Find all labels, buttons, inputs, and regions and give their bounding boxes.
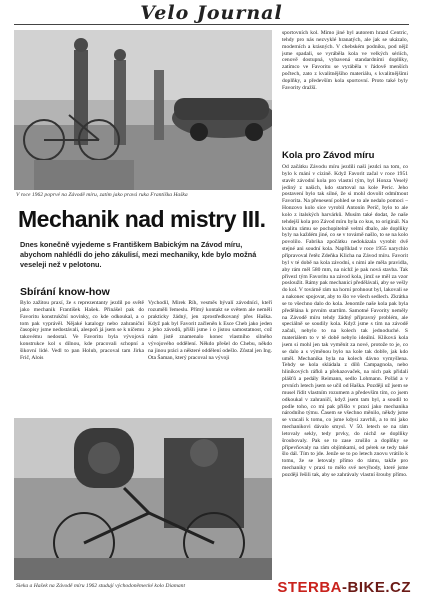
site-watermark (277, 579, 411, 596)
article-lead: Dnes konečně vyjedeme s Františkem Babickým na Závod míru, abychom nahlédli do jeho zákulisí, mezi mechaniky, kde bylo možná veseleji než v pelotonu. (20, 240, 257, 269)
watermark-tld: -BIKE.CZ (342, 579, 411, 596)
bottom-photo-caption: Sieka a Hašek na Závodě míru 1962 studují východoněmecké kolo Diamant (16, 583, 186, 589)
watermark-brand: STERBA (277, 579, 342, 596)
bottom-photo (14, 418, 272, 580)
body-column-2: Vychodil, Mirek Říh, vesměs bývalí závodníci, kteří rozuměli řemeslu. Přímý kontakt se světem ale neměli prakticky žádný, jen zprostředkovaný přes Haška. Když pak byl Favorit začleněn k Esce Cheb jako jeden z jeho závodů, přišli jsme i o jistou samostatnost, což nám jistě znamenalo konec vlastního silného vývojového oddělení. Někdo přešel do Chebu, někdo na jinou práci a některé oddělení odešlo. Zůstal jen Ing. Ota Šaman, který pracoval na vývoji (148, 300, 272, 361)
section-heading-sbirani: Sbírání know-how (20, 286, 110, 298)
article-headline: Mechanik nad mistry III. (18, 206, 266, 232)
bottom-photo-image (14, 418, 272, 580)
masthead-title: Velo Journal (140, 2, 283, 24)
top-photo-image (14, 30, 272, 190)
top-photo-caption: V roce 1962 poprvé na Závodě míru, zatím jako pravá ruka Františka Haška (16, 192, 188, 198)
top-photo (14, 30, 272, 190)
body-column-1: Bylo zažitou praxí, že s reprezentanty jezdil po světě jako mechanik František Hašek. Přinášel pak do Favoritu konstrukční novinky, co kde odkoukal, a o tom pak vyprávěl. Nějaké katalogy nebo zahraniční časopisy jsme nedostávali, alespoň já jsem se k ničemu takovému nedostal. Ve Favoritu byla vývojová konstrukce kol s dílnou, kde pracovali schopní a šikovní lidé. Vedl to pan Holub, pracoval tam Jirka Frič, Alois (20, 300, 144, 361)
right-column-top: sportovních kol. Mimo jiné byl autorem hrazd Centric, tehdy pro nás nezvyklé hranatých, ale jak se ukázalo, moderních a krásných. V chebském podniku, pod nějž jsme spadali, se vyráběla kola ve velkých sériích, cenově dostupná, vybavená standardními doplňky, zatímco ve Favoritu se vyráběla v řádově menších počtech, zato z kvalitnějšího materiálu, s kvalitnějšími doplňky, a především kola sportovní. Proto také byly Favority dražší. (282, 30, 408, 91)
section-heading-kola: Kola pro Závod míru (282, 150, 375, 161)
masthead-rule (14, 24, 409, 25)
right-column-body: Od začátku Závodu míru jezdili naši jezdci na tom, co bylo k mání v cizině. Když Favorit začal v roce 1951 stavět závodní kola pro vlastní tým, byl Honza Veselý jediný z našich, kdo startoval na kole Peric. Jeho postavení bylo tak silné, že si mohl dovolit odmítnout Favorita. Na přenesení pohled se to ale nedalo pomoci – Honzovo kolo sice vyrobil Antonín Perič, bylo to ale kolo z italských harvárků. Musím také dodat, že naše tehdejší kola pro Závod míru byla co kus, to originál. Na kvalitu rámu se pochopitelně velmi dbalo, ale doplňky byly na každém jiné, co se v továrně našlo, to se na kolo povolilo. Fabrika zpočátku nedokázala vyrobit dvě stejné ani soudní kola. Například v roce 1955 narychlo připravoval řetěz Zdeňka Klicha na Závod míru. Favorit byl v té době na kola závodní, s nimi ale měla pravidla, aby rám měl 580 mm, na nichž je pak nová stavba. Tak přivezl tým Favoritu na závod kola, jimž se měl za vzor posloužit. Rámy pak mechanici předělávali, aby se vešly do kol. V továrně rám na horní prohnout byl, lakovali se a nakonec spojovat, aby to šlo ve všech sedlech. Zkrátka se to všechno dalo do kola. Jenomže naše kola pak byla předělána k prvním startům. Samotné Favority neměly na Závodě míru tehdy žádný přípravný problém, ale speciálně se soudily kola. Když jsme s tím na závodě začali, nebylo to na kolech tak jednoduché. S materiálem to v té době nebylo ideální. Kliková kola jsem si mohl jen tak vyměnit za nové, protože to je, co se dalo a s výměnou bylo na kole tak dobře, jak kdo uměl. Mechanika byla na kolech dávno vymyšlena. Tehdy se kola skládala z dílů Campagnola, nebo hliníkových ráfků a přehazovaček, na nich pak přidali plášťů a pedály Reimann, sedlo Lohmann. Pořád a v prvních letech jsem se učil od Haška. Později už jsem se musel řídit vlastním rozumem a především tím, co jsem odkoukal v zahraničí, když jsem tam byl, a soudil to podle toho, co mi pak přišlo v praxi jako mechanika národního týmu. Časem se všechno měnilo, někdy jsme se vracali k tomu, co jsme kdysi zavrhli, a to mi jako mechanikovi dávalo smysl. V 50. letech se na rám letovaly sekly, tedy prvky, do nichž se doplňky šroubovaly. Pak se to zase zrušilo a doplňky se připevňovaly na rám objímkami, od pérek se tedy také šlo dál. Tím to jde. Jenže se to po letech znovu vrátilo k tomu, že se letovaly přímo do rámu, takže pro mechaniky v praxi to mělo své nevýhody, které jsme později řešili tak, aby se zahrávaly vlastní šrouby přímo. (282, 164, 408, 478)
masthead (0, 0, 423, 26)
